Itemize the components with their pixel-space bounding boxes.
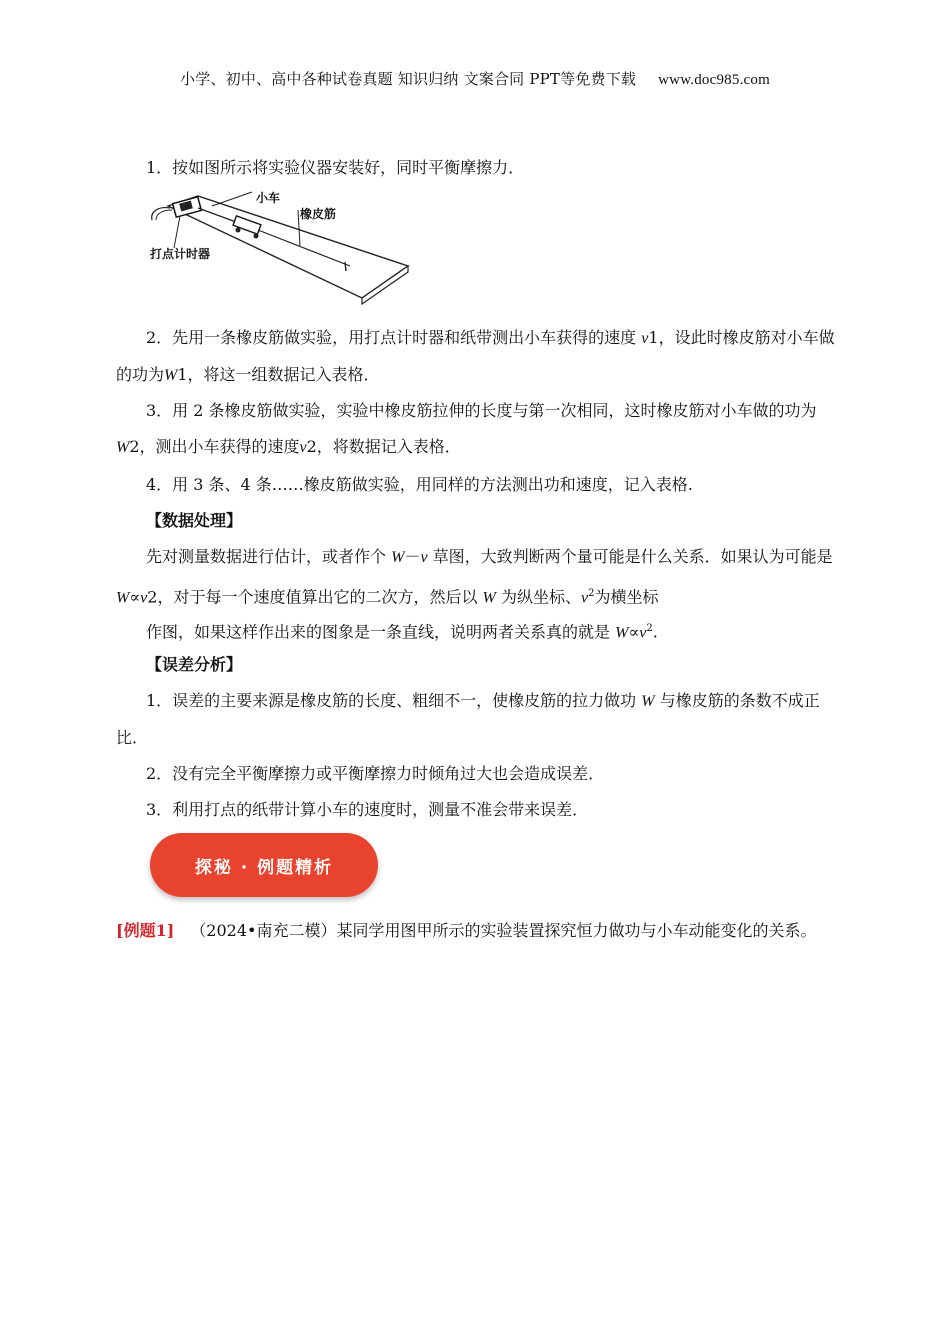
error-analysis-heading: 【误差分析】 (146, 655, 243, 674)
step-2: 2．先用一条橡皮筋做实验，用打点计时器和纸带测出小车获得的速度 v1，设此时橡皮筋对小车做的功为W1，将这一组数据记入表格． (116, 328, 835, 384)
step-4: 4．用 3 条、4 条……橡皮筋做实验，用同样的方法测出功和速度，记入表格. (146, 475, 693, 494)
page-header (0, 68, 950, 89)
error-item-1: 1．误差的主要来源是橡皮筋的长度、粗细不一，使橡皮筋的拉力做功 W 与橡皮筋的条数不成正比． (116, 691, 820, 747)
step-3: 3．用 2 条橡皮筋做实验，实验中橡皮筋拉伸的长度与第一次相同，这时橡皮筋对小车做的功为W2，测出小车获得的速度v2，将数据记入表格． (116, 401, 817, 456)
section-banner (150, 833, 378, 897)
label-timer: 打点计时器 (150, 247, 211, 261)
step-1: 1．按如图所示将实验仪器安装好，同时平衡摩擦力． (146, 158, 525, 177)
data-processing-paragraph: 先对测量数据进行估计，或者作个 W－v 草图，大致判断两个量可能是什么关系．如果认为可能是W∝v2，对于每一个速度值算出它的二次方，然后以 W 为纵坐标、$v^2$为横坐标 (116, 547, 833, 607)
label-rubber-band: 橡皮筋 (300, 207, 337, 221)
header-text: 小学、初中、高中各种试卷真题 知识归纳 文案合同 PPT等免费下载 (180, 70, 637, 88)
example-1 (116, 913, 838, 949)
label-car: 小车 (256, 191, 281, 205)
error-item-2: 2．没有完全平衡摩擦力或平衡摩擦力时倾角过大也会造成误差． (146, 764, 605, 783)
header-site[interactable]: www.doc985.com (658, 72, 770, 88)
apparatus-figure (140, 186, 420, 306)
error-item-3: 3．利用打点的纸带计算小车的速度时，测量不准会带来误差． (146, 800, 589, 819)
example-tag: [例题1] (116, 921, 175, 940)
apparatus-drawing (140, 186, 420, 306)
data-processing-heading: 【数据处理】 (146, 511, 243, 530)
data-processing-conclusion: 作图，如果这样作出来的图象是一条直线，说明两者关系真的就是 $W\propto v^2$. (146, 622, 658, 642)
example-text: （2024•南充二模）某同学用图甲所示的实验装置探究恒力做功与小车动能变化的关系。 (190, 921, 817, 940)
banner-text: 探秘 · 例题精析 (194, 857, 334, 878)
